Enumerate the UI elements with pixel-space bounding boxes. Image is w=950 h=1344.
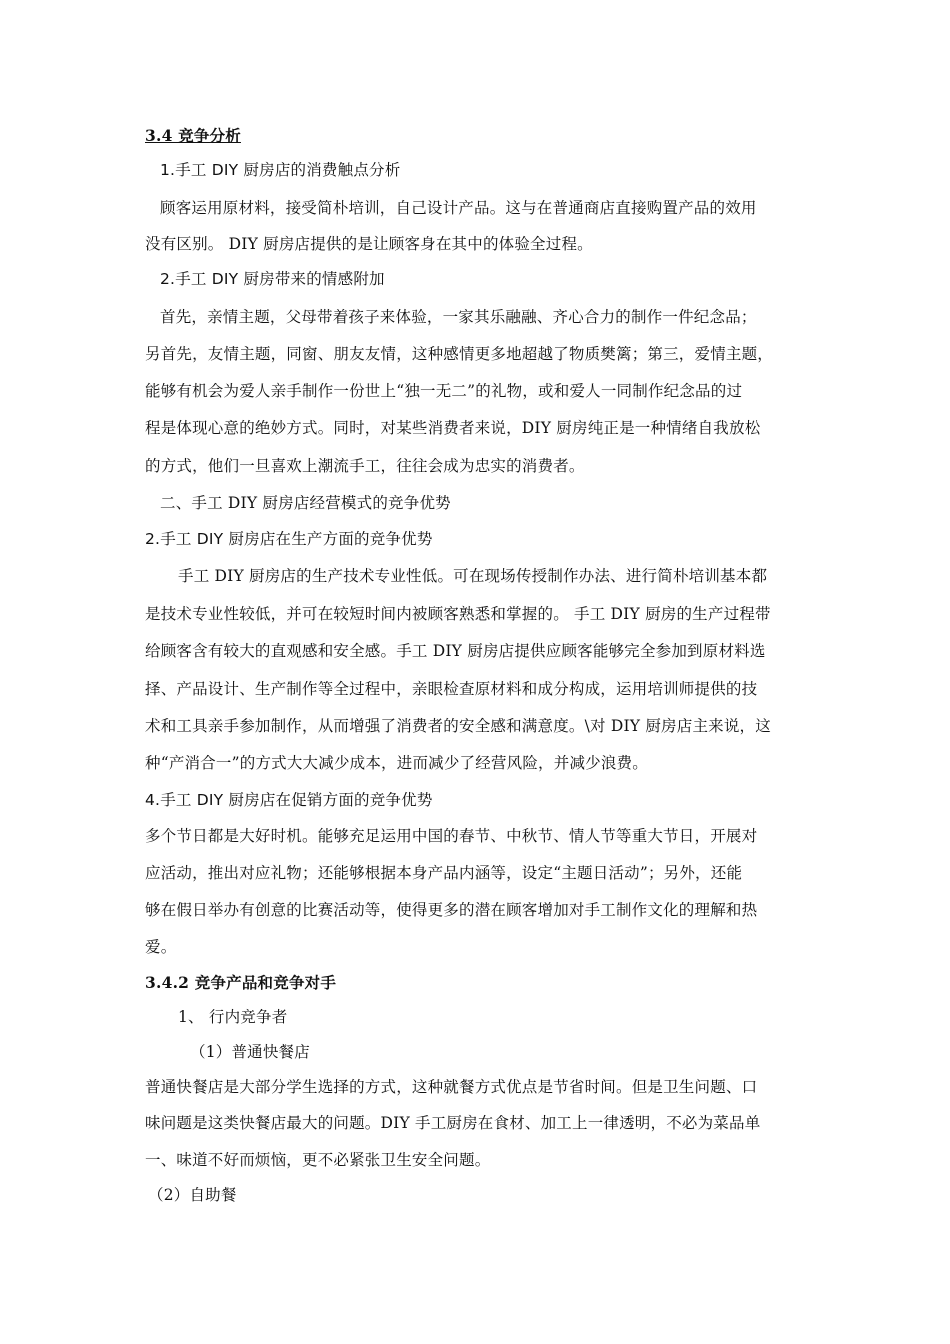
subheading-business-model-advantage: 二、手工 DIY 厨房店经营模式的竞争优势 (160, 494, 451, 512)
paragraph-line: 一、味道不好而烦恼，更不必紧张卫生安全问题。 (145, 1151, 491, 1169)
paragraph-line: 另首先，友情主题，同窗、朋友友情，这种感情更多地超越了物质樊篱；第三，爱情主题， (145, 345, 774, 363)
paragraph-line: 首先，亲情主题，父母带着孩子来体验，一家其乐融融、齐心合力的制作一件纪念品； (160, 308, 757, 326)
paragraph-line: 是技术专业性较低，并可在较短时间内被顾客熟悉和掌握的。 手工 DIY 厨房的生产过程带 (145, 605, 771, 623)
paragraph-line: 能够有机会为爱人亲手制作一份世上“独一无二”的礼物，或和爱人一同制作纪念品的过 (145, 382, 743, 400)
paragraph-line: 手工 DIY 厨房店的生产技术专业性低。可在现场传授制作办法、进行简朴培训基本都 (178, 567, 768, 585)
subheading-emotional-value: 2.手工 DIY 厨房带来的情感附加 (160, 270, 385, 288)
paragraph-line: 多个节日都是大好时机。能够充足运用中国的春节、中秋节、情人节等重大节日，开展对 (145, 827, 758, 845)
subheading-consumption-touchpoints: 1.手工 DIY 厨房店的消费触点分析 (160, 161, 401, 179)
paragraph-line: 没有区别。 DIY 厨房店提供的是让顾客身在其中的体验全过程。 (145, 235, 593, 253)
section-heading-3-4-2: 3.4.2 竞争产品和竞争对手 (145, 973, 337, 992)
subheading-fast-food: （1）普通快餐店 (190, 1043, 310, 1061)
subheading-production-advantage: 2.手工 DIY 厨房店在生产方面的竞争优势 (145, 530, 433, 548)
paragraph-line: 应活动，推出对应礼物；还能够根据本身产品内涵等，设定“主题日活动”；另外，还能 (145, 864, 743, 882)
paragraph-line: 味问题是这类快餐店最大的问题。DIY 手工厨房在食材、加工上一律透明，不必为菜品单 (145, 1114, 761, 1132)
subheading-buffet: （2）自助餐 (148, 1186, 237, 1204)
paragraph-line: 够在假日举办有创意的比赛活动等，使得更多的潜在顾客增加对手工制作文化的理解和热 (145, 901, 758, 919)
subheading-industry-competitors: 1、 行内竞争者 (178, 1008, 288, 1026)
paragraph-line: 种“产消合一”的方式大大减少成本，进而减少了经营风险，并减少浪费。 (145, 754, 648, 772)
paragraph-line: 程是体现心意的绝妙方式。同时，对某些消费者来说，DIY 厨房纯正是一种情绪自我放松 (145, 419, 761, 437)
paragraph-line: 择、产品设计、生产制作等全过程中，亲眼检查原材料和成分构成，运用培训师提供的技 (145, 680, 758, 698)
paragraph-line: 顾客运用原材料，接受简朴培训，自己设计产品。这与在普通商店直接购置产品的效用 (160, 199, 757, 217)
paragraph-line: 给顾客含有较大的直观感和安全感。手工 DIY 厨房店提供应顾客能够完全参加到原材料选 (145, 642, 766, 660)
paragraph-line: 的方式，他们一旦喜欢上潮流手工，往往会成为忠实的消费者。 (145, 457, 585, 475)
paragraph-line: 普通快餐店是大部分学生选择的方式，这种就餐方式优点是节省时间。但是卫生问题、口 (145, 1078, 758, 1096)
subheading-promotion-advantage: 4.手工 DIY 厨房店在促销方面的竞争优势 (145, 791, 433, 809)
section-heading-3-4: 3.4 竞争分析 (145, 126, 241, 145)
paragraph-line: 术和工具亲手参加制作，从而增强了消费者的安全感和满意度。\对 DIY 厨房店主来说，这 (145, 717, 771, 735)
paragraph-line: 爱。 (145, 938, 177, 956)
